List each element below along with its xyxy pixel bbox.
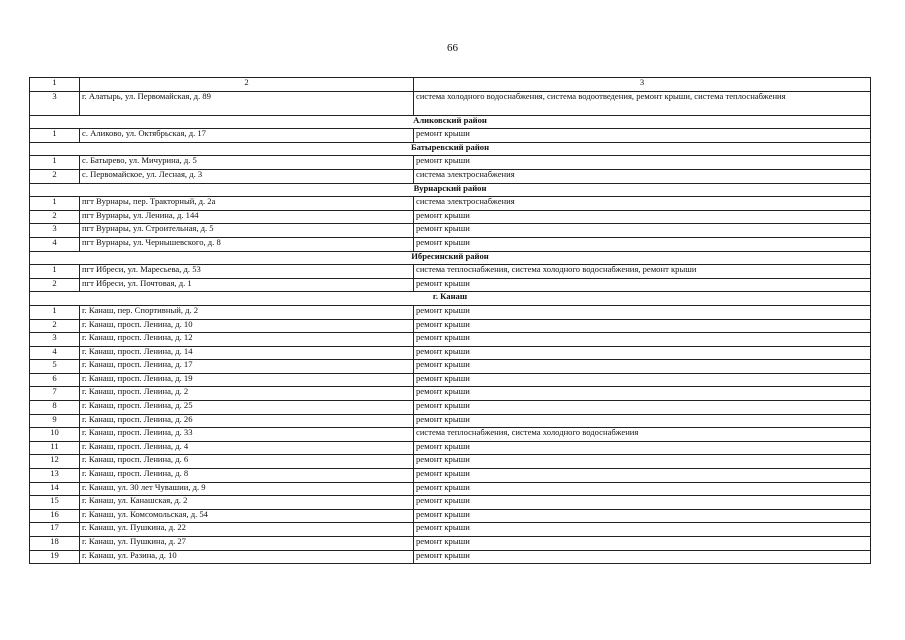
row-address: г. Канаш, ул. Канашская, д. 2 (80, 496, 414, 510)
row-number: 1 (30, 305, 80, 319)
table-row (30, 210, 871, 224)
table-row (30, 129, 871, 143)
district-heading: Аликовский район (30, 115, 871, 129)
row-number: 12 (30, 455, 80, 469)
row-works: ремонт крыши (414, 237, 871, 251)
row-works: ремонт крыши (414, 387, 871, 401)
row-number: 14 (30, 482, 80, 496)
row-number: 6 (30, 373, 80, 387)
row-works: ремонт крыши (414, 482, 871, 496)
table-row (30, 224, 871, 238)
row-number: 4 (30, 237, 80, 251)
row-works: система электроснабжения (414, 169, 871, 183)
table-row (30, 550, 871, 564)
row-works: ремонт крыши (414, 305, 871, 319)
header-cell-works: 3 (414, 78, 871, 92)
row-number: 5 (30, 360, 80, 374)
row-address: г. Канаш, просп. Ленина, д. 10 (80, 319, 414, 333)
row-number: 18 (30, 537, 80, 551)
row-works: ремонт крыши (414, 333, 871, 347)
table-row (30, 523, 871, 537)
row-number: 17 (30, 523, 80, 537)
table-row (30, 305, 871, 319)
row-number: 3 (30, 91, 80, 115)
table-row (30, 496, 871, 510)
row-number: 16 (30, 509, 80, 523)
row-works: ремонт крыши (414, 346, 871, 360)
row-address: г. Канаш, просп. Ленина, д. 17 (80, 360, 414, 374)
row-address: г. Канаш, ул. Комсомольская, д. 54 (80, 509, 414, 523)
row-number: 2 (30, 319, 80, 333)
row-address: г. Канаш, просп. Ленина, д. 6 (80, 455, 414, 469)
district-heading-row (30, 115, 871, 129)
row-number: 1 (30, 129, 80, 143)
page-number: 66 (447, 42, 458, 54)
row-works: система теплоснабжения, система холодного водоснабжения (414, 428, 871, 442)
table-row (30, 414, 871, 428)
row-works: ремонт крыши (414, 550, 871, 564)
table-row (30, 360, 871, 374)
row-address: г. Канаш, просп. Ленина, д. 2 (80, 387, 414, 401)
row-works: ремонт крыши (414, 469, 871, 483)
header-cell-number: 1 (30, 78, 80, 92)
repair-works-table (29, 77, 871, 564)
table-row (30, 401, 871, 415)
district-heading: Батыревский район (30, 142, 871, 156)
row-number: 11 (30, 441, 80, 455)
row-address: пгт Вурнары, ул. Строительная, д. 5 (80, 224, 414, 238)
table-row (30, 469, 871, 483)
table-row (30, 482, 871, 496)
row-works: ремонт крыши (414, 441, 871, 455)
row-address: пгт Вурнары, ул. Чернышевского, д. 8 (80, 237, 414, 251)
table-row (30, 319, 871, 333)
district-heading: г. Канаш (30, 292, 871, 306)
row-works: ремонт крыши (414, 523, 871, 537)
district-heading-row (30, 292, 871, 306)
row-works: ремонт крыши (414, 401, 871, 415)
table-row (30, 537, 871, 551)
row-number: 8 (30, 401, 80, 415)
row-address: г. Канаш, ул. Пушкина, д. 22 (80, 523, 414, 537)
row-works: ремонт крыши (414, 224, 871, 238)
row-number: 1 (30, 156, 80, 170)
row-number: 9 (30, 414, 80, 428)
table-row (30, 441, 871, 455)
table-body (30, 78, 871, 564)
district-heading-row (30, 251, 871, 265)
row-address: г. Канаш, ул. 30 лет Чувашии, д. 9 (80, 482, 414, 496)
row-works: ремонт крыши (414, 414, 871, 428)
district-heading: Вурнарский район (30, 183, 871, 197)
table-row (30, 237, 871, 251)
row-address: с. Батырево, ул. Мичурина, д. 5 (80, 156, 414, 170)
row-number: 19 (30, 550, 80, 564)
row-address: пгт Ибреси, ул. Маресьева, д. 53 (80, 265, 414, 279)
row-number: 4 (30, 346, 80, 360)
table-row (30, 455, 871, 469)
row-works: система электроснабжения (414, 197, 871, 211)
district-heading-row (30, 183, 871, 197)
table-row (30, 373, 871, 387)
row-address: г. Канаш, просп. Ленина, д. 19 (80, 373, 414, 387)
row-number: 3 (30, 333, 80, 347)
table-row (30, 156, 871, 170)
row-address: г. Алатырь, ул. Первомайская, д. 89 (80, 91, 414, 115)
row-works: система теплоснабжения, система холодного водоснабжения, ремонт крыши (414, 265, 871, 279)
table-row (30, 197, 871, 211)
table-row (30, 333, 871, 347)
row-address: г. Канаш, просп. Ленина, д. 12 (80, 333, 414, 347)
row-address: г. Канаш, просп. Ленина, д. 26 (80, 414, 414, 428)
table-row (30, 278, 871, 292)
row-address: г. Канаш, ул. Пушкина, д. 27 (80, 537, 414, 551)
row-number: 7 (30, 387, 80, 401)
row-works: ремонт крыши (414, 509, 871, 523)
row-address: пгт Вурнары, пер. Тракторный, д. 2а (80, 197, 414, 211)
row-works: ремонт крыши (414, 455, 871, 469)
table-row (30, 169, 871, 183)
row-works: ремонт крыши (414, 210, 871, 224)
row-works: ремонт крыши (414, 278, 871, 292)
row-works: ремонт крыши (414, 496, 871, 510)
table-row (30, 387, 871, 401)
row-works: ремонт крыши (414, 319, 871, 333)
table-row (30, 91, 871, 115)
row-address: с. Первомайское, ул. Лесная, д. 3 (80, 169, 414, 183)
row-address: г. Канаш, просп. Ленина, д. 33 (80, 428, 414, 442)
row-address: г. Канаш, пер. Спортивный, д. 2 (80, 305, 414, 319)
district-heading: Ибресинский район (30, 251, 871, 265)
row-number: 1 (30, 265, 80, 279)
table-header-row (30, 78, 871, 92)
row-address: пгт Вурнары, ул. Ленина, д. 144 (80, 210, 414, 224)
row-works: ремонт крыши (414, 373, 871, 387)
row-number: 1 (30, 197, 80, 211)
row-works: ремонт крыши (414, 360, 871, 374)
row-number: 10 (30, 428, 80, 442)
table-row (30, 265, 871, 279)
row-address: г. Канаш, просп. Ленина, д. 14 (80, 346, 414, 360)
row-works: ремонт крыши (414, 129, 871, 143)
row-address: с. Аликово, ул. Октябрьская, д. 17 (80, 129, 414, 143)
row-number: 15 (30, 496, 80, 510)
row-number: 13 (30, 469, 80, 483)
row-address: г. Канаш, ул. Разина, д. 10 (80, 550, 414, 564)
table-row (30, 346, 871, 360)
row-works: ремонт крыши (414, 156, 871, 170)
row-number: 2 (30, 278, 80, 292)
row-number: 3 (30, 224, 80, 238)
row-address: пгт Ибреси, ул. Почтовая, д. 1 (80, 278, 414, 292)
row-number: 2 (30, 169, 80, 183)
row-address: г. Канаш, просп. Ленина, д. 25 (80, 401, 414, 415)
table-row (30, 428, 871, 442)
row-works: система холодного водоснабжения, система водоотведения, ремонт крыши, система теплоснабжения (414, 91, 871, 115)
table-row (30, 509, 871, 523)
row-address: г. Канаш, просп. Ленина, д. 8 (80, 469, 414, 483)
row-number: 2 (30, 210, 80, 224)
district-heading-row (30, 142, 871, 156)
row-address: г. Канаш, просп. Ленина, д. 4 (80, 441, 414, 455)
row-works: ремонт крыши (414, 537, 871, 551)
header-cell-address: 2 (80, 78, 414, 92)
